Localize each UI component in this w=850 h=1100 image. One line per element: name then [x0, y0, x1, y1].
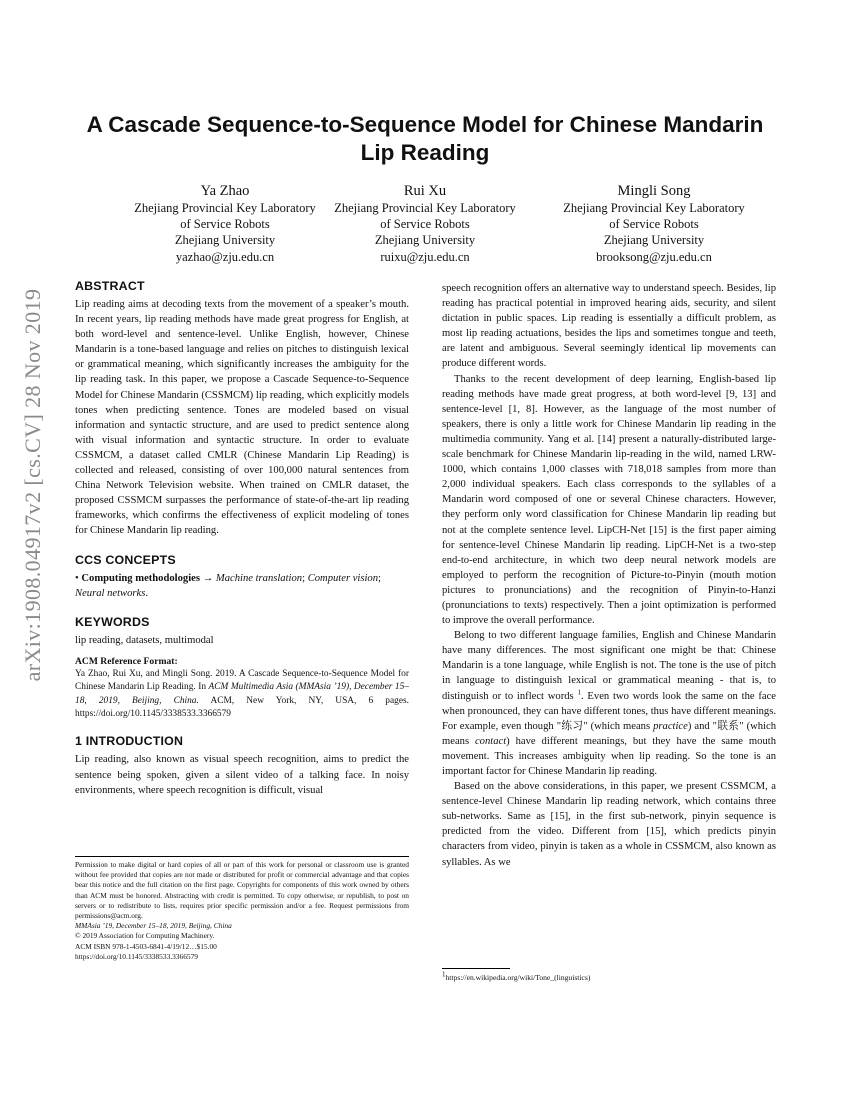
ccs-text: • Computing methodologies → Machine translation; Computer vision; Neural networks. [75, 572, 381, 599]
author-affiliation: Zhejiang Provincial Key Laboratory [134, 201, 316, 215]
intro-paragraph-4: Based on the above considerations, in this paper, we present CSSMCM, a sentence-level Chinese Mandarin lip reading network, which contains three sub-networks. Same as [15], in the first sub-network, pinyin sequence is predicted from the video. Different from [15], which predicts pinyin characters from video, pinyin is taken as a whole in CSSMCM, also known as syllables. As we [442, 781, 776, 868]
paper-title [75, 111, 775, 167]
arxiv-id: arXiv:1908.04917v2 [cs.CV] 28 Nov 2019 [20, 288, 45, 682]
right-column [442, 281, 776, 870]
author-name: Mingli Song [617, 183, 691, 199]
footnote-rule [442, 968, 510, 969]
author-name: Rui Xu [403, 183, 447, 199]
author-university: Zhejiang University [374, 233, 476, 248]
abstract-text: Lip reading aims at decoding texts from the movement of a speaker’s mouth. In recent years, lip reading methods have made great progress for English, at both word-level and sentence-level. Unlike English, however, Chinese Mandarin is a tone-based language and relies on pitches to distinguish lexical or grammatical meaning, which significantly increases the ambiguity for the lip reading task. In this paper, we propose a Cascade Sequence-to-Sequence Model for Chinese Mandarin (CSSMCM) lip reading, which explicitly models tones when predicting sentence. Tones are modeled based on visual information and syntactic structure, and are used to predict sentence along with visual information and syntactic structure. In order to evaluate CSSMCM, a dataset called CMLR (Chinese Mandarin Lip Reading) is collected and released, consisting of over 100,000 natural sentences from China Network Television website. When trained on CMLR dataset, the proposed CSSMCM surpasses the performance of state-of-the-art lip reading frameworks, which confirms the effectiveness of explicit modeling of tones for Chinese Mandarin lip reading. [75, 299, 409, 537]
title-line-1: A Cascade Sequence-to-Sequence Model for Chinese Mandarin [86, 112, 764, 137]
footnote [442, 968, 776, 982]
acm-reference-heading: ACM Reference Format: [75, 655, 178, 667]
intro-paragraph-1: Lip reading, also known as visual speech recognition, aims to predict the sentence being spoken, given a silent video of a talking face. In noisy environments, where speech recognition is difficult, visual [75, 754, 409, 796]
arxiv-watermark [19, 285, 47, 685]
conference-line: MMAsia ’19, December 15–18, 2019, Beijing, China [75, 921, 232, 931]
footnote-marker: 1 [577, 688, 581, 696]
footnote-url[interactable]: https://en.wikipedia.org/wiki/Tone_(linguistics) [445, 973, 591, 982]
permission-text: Permission to make digital or hard copies of all or part of this work for personal or classroom use is granted without fee provided that copies are not made or distributed for profit or commercial advantage and that copies bear this notice and the full citation on the first page. Copyrights for components of this work owned by others than ACM must be honored. Abstracting with credit is permitted. To copy otherwise, or republish, to post on servers or to redistribute to lists, requires prior specific permission and/or a fee. Request permissions from permissions@acm.org. [75, 860, 409, 921]
keywords-heading: KEYWORDS [75, 614, 150, 629]
copyright-line: © 2019 Association for Computing Machinery. [75, 931, 215, 941]
author-university: Zhejiang University [603, 233, 705, 248]
ccs-heading: CCS CONCEPTS [75, 552, 176, 567]
acm-reference-text: Ya Zhao, Rui Xu, and Mingli Song. 2019. A Cascade Sequence-to-Sequence Model for Chinese Mandarin Lip Reading. In ACM Multimedia Asia (MMAsia ’19), December 15–18, 2019, Beijing, China. ACM, New York, NY, USA, 6 pages. https://doi.org/10.1145/3338533.3366579 [75, 668, 410, 719]
author-email: brooksong@zju.edu.cn [596, 249, 712, 264]
introduction-heading: 1 INTRODUCTION [75, 734, 184, 749]
author-1 [110, 182, 340, 265]
intro-paragraph-1-continued: speech recognition offers an alternative way to understand speech. Besides, lip reading has practical potential in improved hearing aids, security, and silent dictation in public spaces. Lip reading is essentially a difficult problem, as most lip reading actuations, besides the lips and sometimes tongue and teeth, are latent and ambiguous. Several seemingly identical lip movements can produce different words. [442, 283, 776, 370]
author-affiliation: of Service Robots [609, 217, 699, 232]
author-affiliation: Zhejiang Provincial Key Laboratory [563, 201, 745, 215]
author-2 [310, 182, 540, 265]
title-line-2: Lip Reading [360, 140, 490, 165]
abstract-heading: ABSTRACT [75, 279, 145, 293]
author-university: Zhejiang University [174, 233, 276, 248]
keywords-text: lip reading, datasets, multimodal [75, 634, 214, 646]
author-affiliation: of Service Robots [180, 217, 270, 232]
author-affiliation: Zhejiang Provincial Key Laboratory [334, 201, 516, 215]
permission-notice [75, 856, 409, 962]
author-email: yazhao@zju.edu.cn [175, 249, 275, 264]
doi-line: https://doi.org/10.1145/3338533.3366579 [75, 951, 198, 961]
intro-paragraph-2: Thanks to the recent development of deep learning, English-based lip reading methods have made great progress, at both word-level [9, 13] and sentence-level [1, 8]. However, as the language of the most number of speakers, there is only a little work for Chinese Mandarin lip reading in the multimedia community. Yang et al. [14] present a naturally-distributed large-scale benchmark for Chinese Mandarin lip-reading in the wild, named LRW-1000, which contains 1,000 classes with 718,018 samples from more than 2,000 individual speakers. Each class corresponds to the syllables of a Mandarin word composed of one or several Chinese characters. However, they perform only word classification for Chinese Mandarin lip reading but not at the complete sentence level. LipCH-Net [15] is the first paper aiming for sentence-level Chinese Mandarin lip reading. LipCH-Net is a two-step end-to-end architecture, in which two deep neural network models are employed to perform the recognition of Picture-to-Pinyin (mouth motion pictures to pronunciations) and the recognition of Pinyin-to-Hanzi (pronunciations to texts) respectively. Then a joint optimization is performed to improve the overall performance. [442, 373, 776, 627]
isbn-line: ACM ISBN 978-1-4503-6841-4/19/12…$15.00 [75, 941, 217, 951]
footnote-number: 1 [442, 970, 446, 979]
author-affiliation: of Service Robots [380, 217, 470, 232]
intro-paragraph-3: Belong to two different language families, English and Chinese Mandarin have many differences. The most significant one might be that: Chinese Mandarin is a tone language, while English is not. The tone is the use of pitch in language to distinguish lexical or grammatical meaning - that is, to distinguish or to inflect words $^1$. Even two words look the same on the face when pronounced, they can have different tones, thus have different meanings. For example, even though "练习" (which means practice) and "联系" (which means contact) have different meanings, but they have the same mouth movement. This increases ambiguity when lip reading. So the tone is an important factor for Chinese Mandarin lip reading. [442, 630, 776, 777]
author-3 [539, 182, 769, 265]
left-column [75, 278, 409, 798]
author-email: ruixu@zju.edu.cn [380, 249, 470, 264]
author-name: Ya Zhao [200, 183, 250, 199]
